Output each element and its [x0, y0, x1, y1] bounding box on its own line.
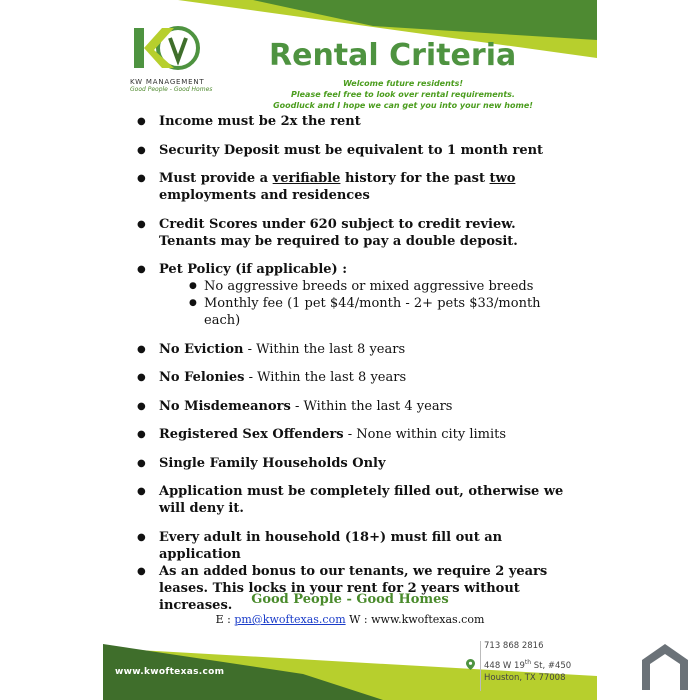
logo-tagline: Good People - Good Homes — [130, 86, 213, 93]
footer-tagline: Good People - Good Homes — [251, 592, 449, 607]
kw-monogram-icon — [130, 26, 216, 74]
address-row — [466, 659, 571, 673]
criteria-single-family: ● Single Family Households Only — [137, 455, 577, 472]
flyer-page — [103, 0, 597, 700]
location-pin-icon — [466, 659, 478, 673]
criteria-felonies — [137, 369, 577, 386]
welcome-line-1: Welcome future residents! — [342, 79, 464, 88]
felonies-detail: - Within the last 8 years — [244, 370, 407, 385]
email-label: E : — [215, 613, 235, 626]
pet-policy-heading: Pet Policy (if applicable) : — [159, 262, 347, 277]
criteria-sex-offenders — [137, 426, 577, 443]
criteria-misdemeanors — [137, 398, 577, 415]
sex-offenders-label: Registered Sex Offenders — [159, 427, 344, 442]
footer-contact-block — [466, 641, 571, 683]
footer-url-banner: www.kwoftexas.com — [115, 667, 225, 677]
criteria-adults: ● Every adult in household (18+) must fill out an application — [137, 529, 577, 563]
misdemeanors-label: No Misdemeanors — [159, 398, 291, 414]
contact-line — [103, 613, 597, 626]
phone-row — [466, 641, 571, 651]
criteria-income: ● Income must be 2x the rent — [137, 113, 577, 130]
logo-company-name: KW MANAGEMENT — [130, 78, 205, 86]
history-text-post: employments and residences — [159, 188, 370, 203]
address-superscript: th — [524, 659, 532, 666]
criteria-application: ● Application must be completely filled out, otherwise we will deny it. — [137, 483, 577, 517]
history-underline-two: two — [489, 171, 516, 186]
web-label: W : — [345, 613, 372, 626]
sex-offenders-detail: - None within city limits — [343, 427, 507, 442]
felonies-label: No Felonies — [159, 370, 245, 385]
misdemeanors-detail: - Within the last 4 years — [290, 398, 453, 414]
history-text-pre: Must provide a — [159, 171, 273, 186]
criteria-deposit: ● Security Deposit must be equivalent to 1 month rent — [137, 142, 577, 159]
house-icon — [640, 642, 690, 692]
pet-policy-sublist — [159, 278, 577, 329]
history-text-mid: history for the past — [340, 171, 490, 186]
criteria-credit: ● Credit Scores under 620 subject to credit review. Tenants may be required to pay a double deposit. — [137, 216, 577, 250]
welcome-line-2: Please feel free to look over rental requirements. — [291, 90, 515, 99]
criteria-history — [137, 170, 577, 204]
criteria-eviction — [137, 341, 577, 358]
criteria-list — [137, 113, 577, 625]
pet-policy-fee: ● Monthly fee (1 pet $44/month - 2+ pets $33/month each) — [189, 295, 577, 329]
website-text: www.kwoftexas.com — [371, 613, 485, 626]
address-line-1 — [484, 659, 571, 671]
address-line-2: Houston, TX 77008 — [484, 673, 566, 683]
welcome-message — [258, 78, 548, 111]
address-street-number: 448 W 19 — [484, 660, 525, 671]
page-title: Rental Criteria — [269, 38, 517, 73]
history-underline-verifiable: verifiable — [272, 171, 341, 186]
phone-number: 713 868 2816 — [484, 641, 544, 651]
pet-policy-breeds: ● No aggressive breeds or mixed aggressive breeds — [189, 278, 577, 295]
eviction-label: No Eviction — [159, 341, 244, 357]
criteria-pet-policy — [137, 261, 577, 329]
eviction-detail: - Within the last 8 years — [243, 341, 406, 357]
criteria-lease: ● As an added bonus to our tenants, we require 2 years leases. This locks in your rent for 2 years without increases. — [137, 563, 577, 614]
welcome-line-3: Goodluck and I hope we can get you into your new home! — [273, 101, 533, 110]
address-street-rest: St, #450 — [531, 660, 572, 671]
email-link[interactable]: pm@kwoftexas.com — [234, 613, 346, 626]
company-logo — [130, 26, 222, 93]
